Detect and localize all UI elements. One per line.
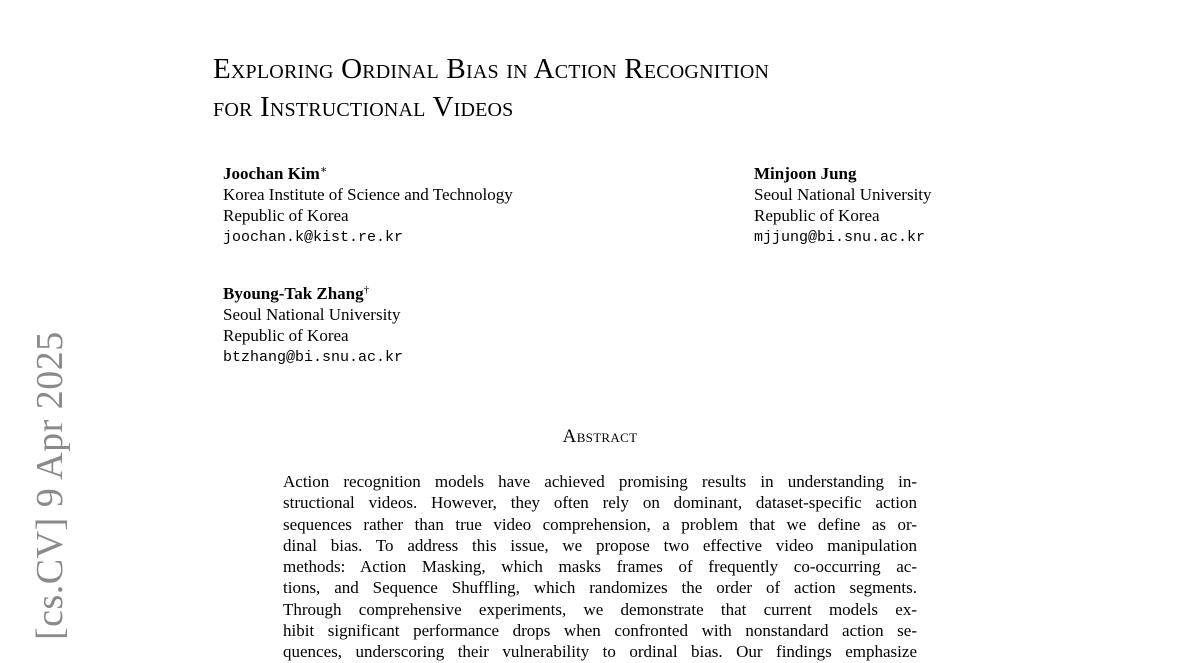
author-email[interactable]: btzhang@bi.snu.ac.kr — [223, 349, 404, 366]
abstract-line: quences, underscoring their vulnerability to ordinal bias. Our findings emphasize — [283, 642, 917, 662]
author-affiliation: Seoul National University — [754, 185, 932, 204]
abstract-body — [283, 471, 917, 663]
author-email[interactable]: mjjung@bi.snu.ac.kr — [754, 229, 926, 246]
author-country: Republic of Korea — [223, 326, 349, 345]
abstract-heading: Abstract — [562, 426, 638, 447]
abstract-line: hibit significant performance drops when confronted with nonstandard action se- — [283, 621, 917, 641]
author-country: Republic of Korea — [754, 206, 880, 225]
abstract-line: dinal bias. To address this issue, we propose two effective video manipulation — [283, 535, 917, 555]
author-country: Republic of Korea — [223, 206, 349, 225]
author-name: Byoung-Tak Zhang† — [223, 284, 370, 303]
title-line-2: for Instructional Videos — [213, 91, 514, 123]
author-name: Minjoon Jung — [754, 164, 857, 183]
abstract-line: structional videos. However, they often rely on dominant, dataset-specific action — [283, 493, 917, 513]
arxiv-side-stamp: [cs.CV] 9 Apr 2025 — [29, 331, 71, 640]
title-line-1: Exploring Ordinal Bias in Action Recognition — [213, 53, 770, 85]
abstract-line: sequences rather than true video comprehension, a problem that we define as or- — [283, 514, 917, 534]
author-footnote-mark: ∗ — [319, 164, 328, 176]
author-email[interactable]: joochan.k@kist.re.kr — [223, 229, 404, 246]
paper-title — [213, 50, 769, 126]
author-footnote-mark: † — [363, 284, 370, 296]
author-affiliation: Korea Institute of Science and Technology — [223, 185, 513, 204]
author-name: Joochan Kim∗ — [223, 164, 328, 183]
author-affiliation: Seoul National University — [223, 305, 401, 324]
abstract-line: Action recognition models have achieved promising results in understanding in- — [283, 472, 917, 491]
abstract-line: tions, and Sequence Shuffling, which randomizes the order of action segments. — [283, 578, 917, 598]
abstract-line: methods: Action Masking, which masks frames of frequently co-occurring ac- — [283, 557, 917, 577]
author-block-zhang — [223, 283, 403, 370]
author-block-jung — [754, 163, 932, 250]
abstract-line: Through comprehensive experiments, we demonstrate that current models ex- — [283, 599, 917, 619]
author-block-kim — [223, 163, 513, 250]
